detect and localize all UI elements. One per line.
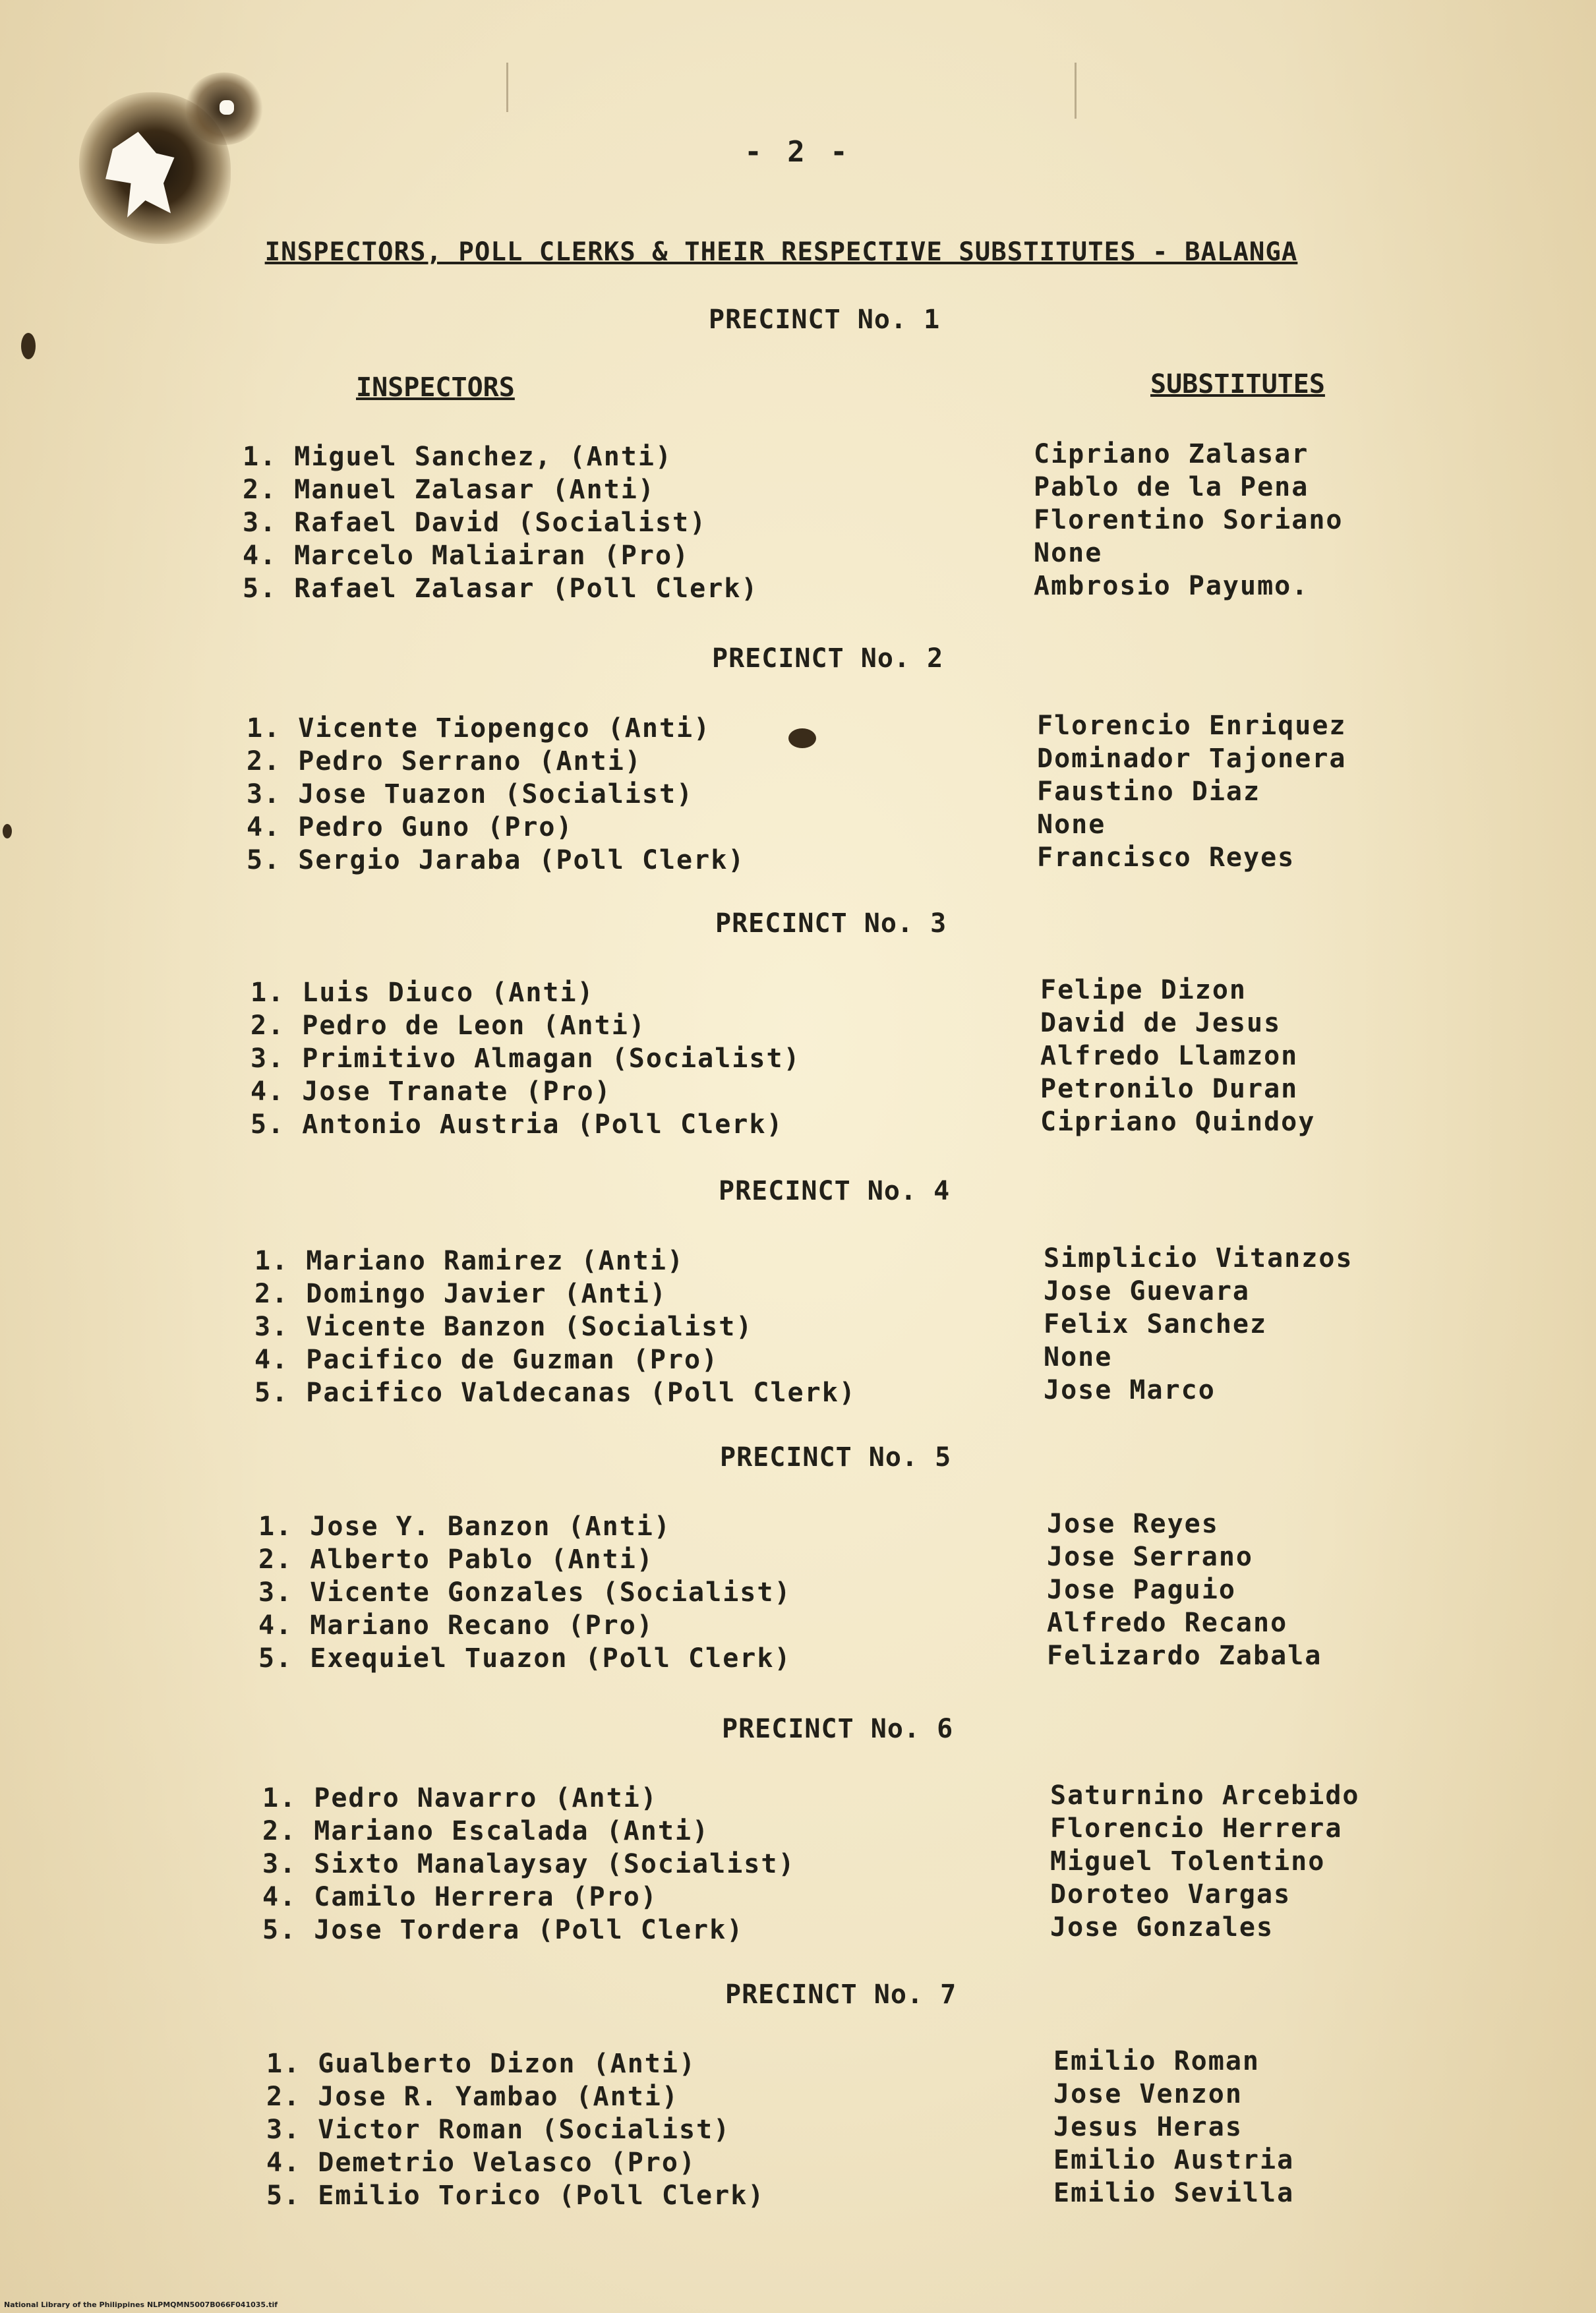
inspector-entry: 5. Antonio Austria (Poll Clerk) [251, 1109, 784, 1140]
inspector-entry: 3. Rafael David (Socialist) [243, 508, 707, 538]
burn-hole-small [220, 100, 234, 115]
substitute-entry: Francisco Reyes [1037, 842, 1295, 873]
inspector-entry: 1. Mariano Ramirez (Anti) [254, 1246, 685, 1276]
substitute-entry: Jose Gonzales [1050, 1912, 1274, 1943]
substitute-entry: None [1037, 809, 1106, 840]
substitute-entry: Felix Sanchez [1044, 1309, 1268, 1339]
precinct-heading: PRECINCT No. 2 [712, 643, 944, 674]
inspector-entry: 4. Jose Tranate (Pro) [251, 1076, 612, 1107]
substitute-entry: Alfredo Recano [1047, 1608, 1288, 1638]
inspector-entry: 3. Sixto Manalaysay (Socialist) [262, 1849, 796, 1879]
inspector-entry: 4. Camilo Herrera (Pro) [262, 1882, 658, 1912]
staple-mark [506, 63, 508, 112]
substitute-entry: Emilio Austria [1053, 2145, 1295, 2175]
substitute-entry: Felipe Dizon [1040, 975, 1247, 1005]
substitute-entry: Jose Paguio [1047, 1575, 1236, 1605]
staple-mark [1075, 63, 1077, 119]
substitute-entry: David de Jesus [1040, 1008, 1282, 1038]
column-header-substitutes: SUBSTITUTES [1150, 369, 1325, 399]
inspector-entry: 1. Gualberto Dizon (Anti) [266, 2049, 697, 2079]
substitute-entry: Doroteo Vargas [1050, 1879, 1291, 1910]
inspector-entry: 1. Vicente Tiopengco (Anti) [247, 713, 711, 744]
precinct-heading: PRECINCT No. 1 [709, 305, 941, 335]
ink-spot [21, 333, 36, 359]
substitute-entry: Cipriano Quindoy [1040, 1107, 1316, 1137]
inspector-entry: 5. Jose Tordera (Poll Clerk) [262, 1915, 744, 1945]
inspector-entry: 1. Luis Diuco (Anti) [251, 978, 595, 1008]
substitute-entry: None [1044, 1342, 1113, 1372]
inspector-entry: 5. Sergio Jaraba (Poll Clerk) [247, 845, 746, 875]
inspector-entry: 2. Manuel Zalasar (Anti) [243, 475, 655, 505]
substitute-entry: Pablo de la Pena [1034, 472, 1309, 502]
substitute-entry: Petronilo Duran [1040, 1074, 1299, 1104]
inspector-entry: 2. Jose R. Yambao (Anti) [266, 2082, 679, 2112]
inspector-entry: 5. Rafael Zalasar (Poll Clerk) [243, 573, 759, 604]
inspector-entry: 4. Pacifico de Guzman (Pro) [254, 1345, 719, 1375]
substitute-entry: Florentino Soriano [1034, 505, 1344, 535]
inspector-entry: 2. Alberto Pablo (Anti) [258, 1544, 654, 1575]
inspector-entry: 3. Victor Roman (Socialist) [266, 2115, 731, 2145]
inspector-entry: 2. Pedro de Leon (Anti) [251, 1010, 646, 1041]
column-header-inspectors: INSPECTORS [356, 372, 515, 403]
substitute-entry: Ambrosio Payumo. [1034, 571, 1309, 601]
substitute-entry: Cipriano Zalasar [1034, 439, 1309, 469]
precinct-heading: PRECINCT No. 6 [722, 1714, 954, 1744]
substitute-entry: Felizardo Zabala [1047, 1641, 1322, 1671]
inspector-entry: 3. Vicente Gonzales (Socialist) [258, 1577, 792, 1608]
precinct-heading: PRECINCT No. 3 [715, 908, 947, 939]
substitute-entry: Faustino Diaz [1037, 776, 1261, 807]
inspector-entry: 4. Demetrio Velasco (Pro) [266, 2148, 697, 2178]
inspector-entry: 2. Mariano Escalada (Anti) [262, 1816, 710, 1846]
substitute-entry: Alfredo Llamzon [1040, 1041, 1299, 1071]
inspector-entry: 5. Emilio Torico (Poll Clerk) [266, 2181, 765, 2211]
inspector-entry: 1. Miguel Sanchez, (Anti) [243, 442, 673, 472]
inspector-entry: 4. Mariano Recano (Pro) [258, 1610, 654, 1641]
precinct-heading: PRECINCT No. 4 [719, 1176, 951, 1206]
inspector-entry: 2. Pedro Serrano (Anti) [247, 746, 642, 776]
substitute-entry: Emilio Roman [1053, 2046, 1260, 2076]
inspector-entry: 3. Jose Tuazon (Socialist) [247, 779, 694, 809]
substitute-entry: Saturnino Arcebido [1050, 1780, 1360, 1811]
substitute-entry: Jose Marco [1044, 1375, 1216, 1405]
document-title: INSPECTORS, POLL CLERKS & THEIR RESPECTIVE SUBSTITUTES - BALANGA [264, 237, 1298, 267]
substitute-entry: Florencio Enriquez [1037, 711, 1347, 741]
substitute-entry: Simplicio Vitanzos [1044, 1243, 1353, 1274]
ink-spot [788, 728, 816, 748]
inspector-entry: 5. Pacifico Valdecanas (Poll Clerk) [254, 1378, 856, 1408]
substitute-entry: Dominador Tajonera [1037, 744, 1347, 774]
substitute-entry: Jose Reyes [1047, 1509, 1219, 1539]
inspector-entry: 4. Pedro Guno (Pro) [247, 812, 574, 842]
substitute-entry: Miguel Tolentino [1050, 1846, 1326, 1877]
substitute-entry: Jesus Heras [1053, 2112, 1243, 2142]
inspector-entry: 3. Primitivo Almagan (Socialist) [251, 1043, 801, 1074]
precinct-heading: PRECINCT No. 5 [720, 1442, 952, 1473]
inspector-entry: 2. Domingo Javier (Anti) [254, 1279, 667, 1309]
archive-footer: National Library of the Philippines NLPMQMN5007B066F041035.tif [4, 2300, 278, 2309]
substitute-entry: Jose Venzon [1053, 2079, 1243, 2109]
inspector-entry: 1. Jose Y. Banzon (Anti) [258, 1511, 671, 1542]
page-number: - 2 - [744, 135, 852, 169]
inspector-entry: 3. Vicente Banzon (Socialist) [254, 1312, 754, 1342]
inspector-entry: 5. Exequiel Tuazon (Poll Clerk) [258, 1643, 792, 1674]
substitute-entry: None [1034, 538, 1103, 568]
precinct-heading: PRECINCT No. 7 [725, 1979, 957, 2010]
inspector-entry: 1. Pedro Navarro (Anti) [262, 1783, 658, 1813]
substitute-entry: Jose Guevara [1044, 1276, 1250, 1306]
substitute-entry: Emilio Sevilla [1053, 2178, 1295, 2208]
substitute-entry: Florencio Herrera [1050, 1813, 1343, 1844]
inspector-entry: 4. Marcelo Maliairan (Pro) [243, 541, 690, 571]
ink-spot [3, 824, 12, 838]
substitute-entry: Jose Serrano [1047, 1542, 1253, 1572]
